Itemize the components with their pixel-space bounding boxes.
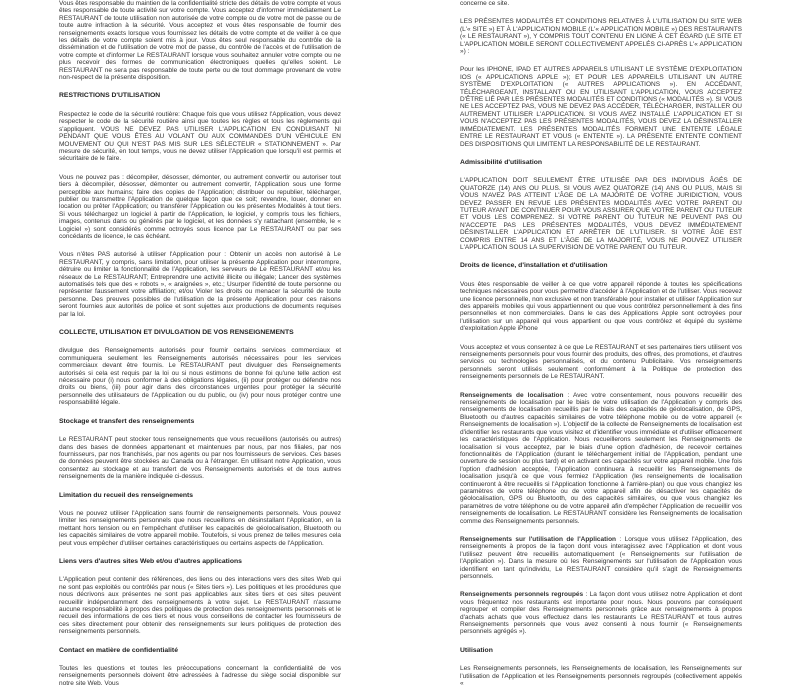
section-heading-license: Droits de licence, d'installation et d'utilisation: [460, 262, 608, 270]
section-heading-storage: Stockage et transfert des renseignements: [59, 417, 195, 425]
aggregated-term: Renseignements personnels regroupés: [460, 591, 584, 599]
limitation-paragraph: Vous ne pouvez utiliser l'Application sans fournir de renseignements personnels. Vous pouvez limiter les renseignements personnels que nous recueillons en désinstallant l'Application, en la mettant hors tension ou en l'empêchant d'utiliser les capacités de géolocalisation, Bluetooth ou les capacités similaires de votre appareil mobile. Toutefois, si vous prenez de telles mesures cela peut vous empêcher d'utiliser certaines caractéristiques ou certains aspects de l'Application.: [59, 509, 341, 547]
terms-intro-paragraph: LES PRÉSENTES MODALITÉS ET CONDITIONS RELATIVES À L'UTILISATION DU SITE WEB (L'« SITE ») ET À L'APPLICATION MOBILE (L'« APPLICATION MOBILE ») DES RESTAURANTS (« LE RESTAURANT »), Y COMPRIS TOUT CONTENU EN LIGNE À CET ÉGARD (LE SITE ET L'APPLICATION MOBILE SERONT COLLECTIVEMENT APPELÉS CI-APRÈS L'« APPLICATION ») :: [460, 18, 742, 56]
site-continuation-text: concerne ce site.: [460, 0, 510, 7]
unauthorized-use-paragraph: Vous n'êtes PAS autorisé à utiliser l'Application pour : Obtenir un accès non autorisé à Le RESTAURANT, y compris, sans limitation, pour utiliser la présente Application pour interrompre, détruire ou limiter la fonctionnalité de l'Application, les serveurs de Le RESTAURANT et/ou les réseaux de Le RESTAURANT; Entreprendre une activité illicite ou illégale; Lancer des systèmes automatisés tels que des « robots », « araignées », etc.; Usurper l'identité de toute personne ou représenter faussement votre affiliation; et/ou Violer les droits ou menacer la sécurité de toute personne. Des preuves possibles de l'utilisation de la présente Application pour ces raisons seront fournies aux autorités de police et sont sujettes aux productions de documents requises par la loi.: [59, 251, 341, 318]
aggregated-paragraph: [460, 591, 742, 635]
section-heading-links: Liens vers d'autres sites Web et/ou d'autres applications: [59, 557, 242, 565]
contact-paragraph: Toutes les questions et toutes les préoccupations concernant la confidentialité de vos renseignements personnels doivent être adressées à l'adresse du siège social disponible sur notre site Web. Vous: [59, 665, 341, 687]
usage-term: Renseignements sur l'utilisation de l'Application: [460, 535, 617, 543]
license-paragraph: Vous êtes responsable de veiller à ce que votre appareil réponde à toutes les spécifications techniques nécessaires pour vous permettre d'accéder à l'Application et de l'utiliser. Vous recevez une licence personnelle, non exclusive et non transférable pour installer et utiliser l'Application sur des appareils mobiles qui vous appartiennent ou que vous contrôlez personnellement à des fins personnelles et non commerciales. Dans le cas des Applications Apple sont octroyées pour l'utilisation sur un appareil qui vous appartient ou que vous contrôlez et équipé du système d'exploitation Apple iPhone: [460, 280, 742, 333]
disclosure-paragraph: divulgue des Renseignements autorisés pour fournir certains services commerciaux et communiquera seulement les Renseignements autorisés nécessaires pour les services commerciaux devant être fournis. Le RESTAURANT peut divulguer des Renseignements autorisés si cela est requis par la loi ou si nous estimons de bonne foi qu'une telle action est nécessaire pour (i) nous conformer à des obligations légales, (ii) pour protéger ou défendre nos droits ou biens, (iii) pour agir dans des circonstances urgentes pour protéger la sécurité personnelle des utilisateurs de l'Application ou du public, ou (iv) pour nous protéger contre une responsabilité légale.: [59, 347, 341, 407]
platforms-paragraph: Pour les IPHONE, IPAD ET AUTRES APPAREILS UTILISANT LE SYSTÈME D'EXPLOITATION IOS (« APPLICATIONS APPLE »); ET POUR LES APPAREILS UTILISANT UN AUTRE SYSTÈME D'EXPLOITATION (« AUTRES APPLICATIONS »). EN ACCÉDANT, TÉLÉCHARGEANT, INSTALLANT OU EN UTILISANT L'APPLICATION, VOUS ACCEPTEZ D'ÊTRE LIÉ PAR LES PRÉSENTES MODALITÉS ET CONDITIONS (« MODALITÉS »). SI VOUS NE LES ACCEPTEZ PAS, VOUS NE DEVEZ PAS ACCÉDER, TÉLÉCHARGER, INSTALLER OU AUTREMENT UTILISER L'APPLICATION. SI VOUS AVEZ INSTALLÉ L'APPLICATION ET SI VOUS N'ACCEPTEZ PAS LES PRÉSENTES MODALITÉS, VOUS DEVEZ LA DÉSINSTALLER IMMÉDIATEMENT. LES PRÉSENTES MODALITÉS FORMENT UNE ENTENTE LÉGALE ENTRE LE RESTAURANT ET VOUS (« ENTENTE »). LA PRÉSENTE ENTENTE CONTIENT DES DISPOSITIONS QUI LIMITENT LA RESPONSABILITÉ DE LE RESTAURANT.: [460, 66, 742, 148]
location-paragraph: [460, 392, 742, 525]
usage-paragraph: [460, 536, 742, 580]
section-heading-restrictions: RESTRICTIONS D'UTILISATION: [59, 92, 161, 100]
usage-text: : Lorsque vous utilisez l'Application, des renseignements à propos de la façon dont vous interagissez avec l'Application et dont vous l'utilisez peuvent être recueillis automatiquement (« Renseignements sur l'utilisation de l'Application »). Dans la mesure où les Renseignements sur l'utilisation de l'Application vous identifient en tant qu'individu, Le RESTAURANT considère qu'il s'agit de Renseignements personnels.: [460, 535, 743, 580]
eligibility-paragraph: L'APPLICATION DOIT SEULEMENT ÊTRE UTILISÉE PAR DES INDIVIDUS ÂGÉS DE QUATORZE (14) ANS OU PLUS. SI VOUS AVEZ QUATORZE (14) ANS OU PLUS, MAIS SI VOUS N'AVEZ PAS ATTEINT L'ÂGE DE LA MAJORITÉ DE VOTRE JURIDICTION, VOUS DEVEZ PASSER EN REVUE LES PRÉSENTES MODALITÉS AVEC VOTRE PARENT OU TUTEUR AYANT DE CONTINUER POUR VOUS ASSURER QUE VOTRE PARENT OU TUTEUR ET VOUS LES COMPRENEZ. SI VOTRE PARENT OU TUTEUR NE PEUVENT PAS OU N'ACCEPTE PAS LES PRÉSENTES MODALITÉS, VOUS DEVEZ IMMÉDIATEMENT DÉSINSTALLER L'APPLICATION ET ARRÊTER DE L'UTILISER. SI VOTRE ÂGE EST COMPRIS ENTRE 14 ANS ET L'ÂGE DE LA MAJORITÉ, VOUS NE POUVEZ UTILISER L'APPLICATION SOUS LA SUPERVISION DE VOTRE PARENT OU TUTEUR.: [460, 177, 742, 251]
storage-paragraph: Le RESTAURANT peut stocker tous renseignements que vous recueillons (autorisés ou autres) dans des bases de données appartenant et maintenues par nous, par nos filiales, par nos fournisseurs, par nos franchisés, par nos agents ou par nos fournisseurs de services. Ces bases de données peuvent être stockées au Canada ou à l'étranger. En utilisant notre Application, vous consentez au stockage et au transfert de vos Renseignements autorisés et de tous autres renseignements de la manière indiquée ci-dessus.: [59, 436, 341, 481]
decompile-paragraph: Vous ne pouvez pas : décompiler, désosser, démonter, ou autrement convertir ou autoriser tout tiers à décompiler, désosser, démonter ou autrement convertir, l'Application sous une forme perceptible aux humains; faire des copies de l'Application; distribuer ou republier, télécharger, publier ou transmettre l'Application de quelque façon que ce soit; revendre, louer, donner en location ou prêter l'Application; ou transférer l'Application ou les présentes Modalités à tout tiers. Si vous téléchargez un logiciel à partir de l'Application, le logiciel, y compris tous les fichiers, images, contenus dans ou générés par le logiciel, et les données s'y rattachant (ensemble, le « Logiciel ») sont considérés comme octroyés sous licence par Le RESTAURANT ou par ses concédants de licence, le cas échéant.: [59, 173, 341, 240]
road-safety-paragraph: Respectez le code de la sécurité routière: Chaque fois que vous utilisez l'Application, vous devez respecter le code de la sécurité routière ainsi que toutes les règles et tous les règlements qui s'appliquent. VOUS NE DEVEZ PAS UTILISER L'APPLICATION EN CONDUISANT NI PENDANT QUE VOUS ÊTES AU VOLANT OU AUX COMMANDES D'UN VÉHICULE EN MOUVEMENT OU QUI N'EST PAS MIS SUR LES SÉLECTEUR « STATIONNEMENT ». Par mesure de sécurité, en tout temps, vous ne devez utiliser l'Application que lorsqu'il est permis et sécuritaire de le faire.: [59, 110, 341, 163]
location-text: : Avec votre consentement, nous pouvons recueillir des renseignements de localisation par le biais de votre utilisation de l'Application y compris des renseignements de localisation recueillis par le biais des capacités de géolocalisation, de GPS, Bluetooth ou d'autres capacités similaires de votre téléphone mobile ou de votre appareil (« Renseignements de localisation »). L'objectif de la collecte de Renseignements de localisation est d'identifier les restaurants que vous visitez et d'identifier vous immédiate et d'utiliser efficacement les caractéristiques de l'Application. Nous recueillerons seulement les Renseignements de localisation si vous acceptez, par le biais d'une option d'adhésion, de recevoir certaines fonctionnalités de l'Application (durant le téléchargement initial de l'Application, pendant une ouverture de session ou plus tard) et en activant ces capacités sur votre appareil mobile. Une fois l'option d'adhésion acceptée, l'Application continuera à recueillir les Renseignements de localisation jusqu'à ce que vous fermiez l'Application (les renseignements de localisation continueront à être recueillis si l'Application fonctionne à l'arrière-plan) ou que vous changiez les paramètres de votre téléphone ou de votre appareil afin de désactiver les capacités de géolocalisation, GPS ou Bluetooth, ou des capacités similaires, ou que vous changiez les paramètres de votre téléphone ou de votre appareil afin d'empêcher l'Application de recueillir vos renseignements de localisation. Le RESTAURANT considère les Renseignements de localisation comme des Renseignements personnels.: [460, 391, 742, 525]
consent-paragraph: Vous acceptez et vous consentez à ce que Le RESTAURANT et ses partenaires tiers utilisent vos renseignements personnels pour vous fournir des produits, des offres, des promotions, et d'autres services ou technologies personnalisés, et du contenu Publicitaire. Vos renseignements personnels seront utilisés seulement conformément à la Politique de protection des renseignements personnels de Le RESTAURANT.: [460, 343, 742, 381]
section-heading-limitation: Limitation du recueil des renseignements: [59, 491, 194, 499]
section-heading-eligibility: Admissibilité d'utilisation: [460, 158, 543, 166]
left-column: [59, 0, 341, 687]
aggregated-text: : La façon dont vous utilisez notre Application et dont vous fréquentez nos restaurants est importante pour nous. Nous pouvons par conséquent regrouper et compiler des Renseignements personnels grâce aux renseignements à propos d'achats achats que vous effectuez dans les restaurants Le RESTAURANT et tous autres Renseignements personnels que vous avez consenti à nous fournir (« Renseignements personnels agrégés »).: [460, 591, 743, 636]
location-term: Renseignements de localisation: [460, 391, 564, 399]
section-heading-collection: COLLECTE, UTILISATION ET DIVULGATION DE VOS RENSEIGNEMENTS: [59, 329, 294, 337]
usage-definitions-paragraph: Les Renseignements personnels, les Renseignements de localisation, les Renseignements sur l'utilisation de l'Application et les Renseignements personnels regroupés (collectivement appelés «: [460, 665, 742, 687]
section-heading-contact: Contact en matière de confidentialité: [59, 646, 178, 654]
section-heading-usage: Utilisation: [460, 646, 493, 654]
links-paragraph: L'Application peut contenir des références, des liens ou des interactions vers des sites Web qui ne sont pas exploités ou contrôlés par nous (« Sites tiers »). Les politiques et les procédures que nous décrivons aux présentes ne sont pas applicables aux sites tiers et ces sites peuvent recueillir indépendamment des renseignements à votre sujet. Le RESTAURANT n'assume aucune responsabilité à propos des politiques de protection des renseignements personnels et le recueil des informations de ces tiers et nous vous conseillons de contacter les fournisseurs de ces sites directement pour obtenir des renseignements sur leurs politiques de protection des renseignements personnels.: [59, 576, 341, 636]
account-paragraph: Vous êtes responsable du maintien de la confidentialité stricte des détails de votre compte et vous êtes responsable de toute activité sur votre compte. Vous acceptez d'informer immédiatement Le RESTAURANT de toute utilisation non autorisée de votre compte ou de votre mot de passe ou de toute autre infraction à la sécurité. Vous acceptez et vous êtes responsable de fournir des renseignements exacts lorsque vous fournissez les détails de votre compte et de veiller à ce que les détails de votre compte soient mis à jour. Vous êtes seul responsable du contrôle de la dissémination et de l'utilisation de votre mot de passe, du contrôle de l'accès et de l'utilisation de votre compte et d'informer Le RESTAURANT lorsque vous souhaitez annuler votre compte ou ne plus recevoir des formes de communication électroniques quelles qu'elles soient. Le RESTAURANT ne sera pas responsable de toute perte ou de tout dommage provenant de votre non-respect de la présente disposition.: [59, 0, 341, 82]
right-column: [460, 0, 743, 687]
